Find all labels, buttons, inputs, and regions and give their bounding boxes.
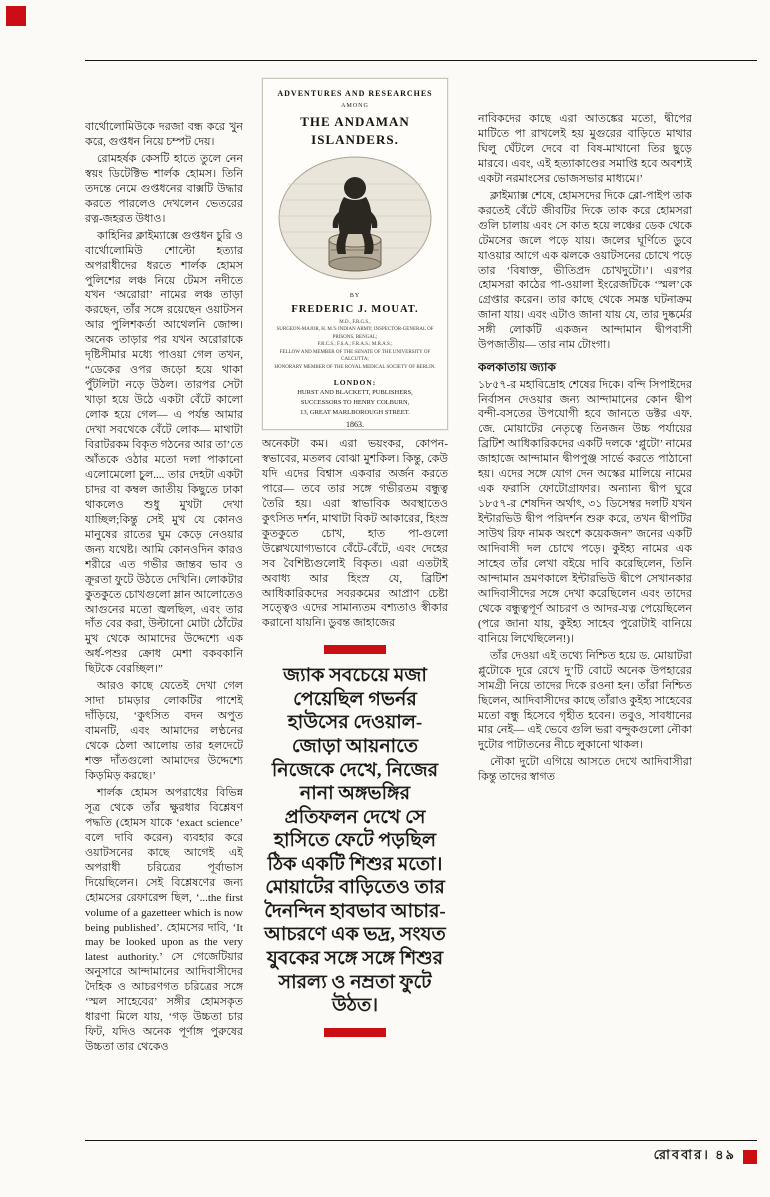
cover-imprint-line: HURST AND BLACKETT, PUBLISHERS, [297, 389, 413, 397]
right-text-column [478, 112, 692, 1134]
paragraph: ক্লাইম্যাক্স শেষে, হোমসদের দিকে ব্লো-পাইপ তাক করতেই বেঁটে জীবটির দিকে তাক করে হোমসরা গুলি চালায় এবং সে কাত হয়ে লঞ্চের ডেক থেকে টেমসের জলে পড়ে যায়। জলের ঘূর্ণিতে ডুবে যাওয়ার আগে এক ঝলকে ওয়াটসনের চোখে পড়ে তার ‘বিষাক্ত, ভীতিপ্রদ চোখদুটো।’। এরপর হোমসরা কাঠের পা-ওয়ালা ইংরেজটিকে ‘স্মল’কে গ্রেপ্তার করেন। তার কাছে থেকে সমস্ত ঘটনাক্রম জানা যায়। এবং এটাও জানা যায় যে, তার দুষ্কর্মের সঙ্গী লোকটি একজন আন্দামান দ্বীপবাসী উপজাতীয়— তার নাম টোংগা। [478, 189, 692, 352]
pull-quote-block [262, 645, 448, 1036]
quote-top-bar [324, 645, 386, 654]
page-footer [85, 1146, 757, 1167]
brand-red-square-top [6, 6, 26, 26]
paragraph: ১৮৫৭-র মহাবিদ্রোহ শেষের দিকে। বন্দি সিপাইদের নির্বাসন দেওয়ার জন্য আন্দামানের কোন দ্বীপ বন্দী-বসতের উপযোগী হবে জানতে ডক্টর এফ. জে. মোয়াটের নেতৃত্বে তিনজন উচ্চ পর্যায়ের ব্রিটিশ আধিকারিকদের একটি দলকে ‘প্লুটো’ নামের জাহাজে আন্দামান দ্বীপপুঞ্জ সার্ভে করতে পাঠানো হয়। এদের সঙ্গে যোগ দেন অস্কের মালিয়ে নামের এক ফরাসি ফোটোগ্রাফার। অন্যান্য দ্বীপ ঘুরে ১৮৫৭-র শেষদিন অর্থাৎ, ৩১ ডিসেম্বর দলটি যখন ইন্টারভিউ দ্বীপ পরিদর্শন শুরু করে, তখন দ্বীপটির সাউথ রিফ নামক অংশে কয়েকজন” জনের একটি আদিবাসী দল চোখে পড়ে। কুইহ্য নামের এক সাহেব তাঁর লেখা বইয়ে দাবি করেছিলেন, তিনি আন্দামান ভ্রমণকালে ইন্টারভিউ দ্বীপে সেখানকার আদিবাসীদের সঙ্গে দেখা করেছিলেন এবং তাদের থেকে বন্ধুত্বপূর্ণ আচরণ ও আদর-যত্ন পেয়েছিলেন (পরে জানা যায়, কুইহ্য সাহেব পুরোটাই বানিয়ে বানিয়ে লিখেছিলেন!)। [478, 378, 692, 645]
paragraph: কাহিনির ক্লাইম্যাক্সে গুপ্তধন চুরি ও বার্থোলোমিউ শোল্টো হত্যার অপরাধীদের ধরতে শার্লক হোমস পুলিশের লঞ্চ নিয়ে টেমস নদীতে যখন ‘অরোরা’ নামের লঞ্চ তাড়া করছেন, তাঁর সঙ্গে রয়েছেন ওয়াটসন আর পুলিশকর্তা আথেলনি জোন্স। অনেক তাড়ার পর যখন অরোরাকে দৃষ্টিসীমার মধ্যে পাওয়া গেল তখন, “ডেকের ওপর জড়ো হয়ে থাকা পুঁটলিটা নড়ে উঠল। তারপর সেটা খাড়া হয়ে উঠে একটা বেঁটে কালো লোক হয়ে গেল— এ পর্যন্ত আমার দেখা সবথেকে বেঁটে লোক— মাথাটা বিরাটরকম বিকৃত গঠনের আর তা’তে আঁতকে ওঠার মতো দলা পাকানো এলোমেলো চুল.... তার দেহটা একটা চাদর বা কম্বল জাতীয় কিছুতে ঢাকা থাকলেও শুধু মুখটা দেখা যাচ্ছিল;কিন্তু সেই মুখ যে কোনও মানুষের রাতের ঘুম কেড়ে নেওয়ার জন্য যথেষ্ট। আমি কোনওদিন কারও শরীরে এত গভীর জান্তব ভাব ও ক্রূরতা ফুটে উঠতে দেখিনি। লোকটার কুতকুতে চোখগুলো ম্লান আলোতেও আগুনের মতো জ্বলছিল, এবং তার দাঁত বের করা, উল্টানো মোটা ঠোঁটের মুখ থেকে আমাদের উদ্দেশ্যে এক অর্ধ-পশুর ক্রোধ মেশা বকবকানি ছিটকে বেরচ্ছিল।” [85, 229, 243, 676]
paragraph: অনেকটা কম। এরা ভয়ংকর, কোপন-স্বভাবের, মতলব বোঝা মুশকিল। কিন্তু, কেউ যদি এদের বিশ্বাস একবার অর্জন করতে পারে— তবে তার সঙ্গে গভীরতম বন্ধুত্ব তৈরি হয়। এরা স্বাভাবিক অবস্থাতেও কুৎসিত দর্শন, মাথাটা বিকট আকারের, হিংস্র কুতকুতে চোখ, হাত পা-গুলো উল্লেখযোগ্যভাবে বেঁটে-বেঁটে, এবং দেহের সব বৈশিষ্ট্যগুলোই বিকৃত। এরা এতটাই অবাধ্য আর হিংস্র যে, ব্রিটিশ আধিকারিকদের সবরকমের আপ্রাণ চেষ্টা সত্ত্বেও এদের সামান্যতম বশ্যতাও স্বীকার করানো যায়নি। ডুবন্ত জাহাজের [262, 438, 448, 630]
book-cover-image [262, 78, 448, 430]
paragraph: বার্থোলোমিউকে দরজা বন্ধ করে খুন করে, গুপ্তধন নিয়ে চম্পট দেয়। [85, 121, 243, 148]
brand-red-square-bottom [743, 1150, 757, 1164]
paragraph: শার্লক হোমস অপরাধের বিভিন্ন সূত্র থেকে তাঁর ক্ষুরধার বিশ্লেষণ পদ্ধতি (হোমস যাকে ‘exact science’ বলে দাবি করেন) ব্যবহার করে ওয়াটসনের কাছে আগেই এই অপরাধী চরিত্রের পূর্বাভাস দিয়েছিলেন। সেই বিশ্লেষণের জন্য হোমসের রেফারেন্স ছিল, ‘...the first volume of a gazetteer which is now being published’. হোমসের দাবি, ‘It may be looked upon as the very latest authority.’ সে গেজেটিয়ার অনুসারে আন্দামানের আদিবাসীদের দৈহিক ও আচরণগত চরিত্রের সঙ্গে ‘স্মল সাহেবের’ সঙ্গীর হোমসকৃত ধারণা মিলে যায়, ‘গড় উচ্চতা চার ফিট, যদিও অনেক পূর্ণাঙ্গ পুরুষের উচ্চতা তার থেকেও [85, 786, 243, 1054]
cover-author: FREDERIC J. MOUAT. [291, 303, 419, 315]
paragraph: নৌকা দুটো এগিয়ে আসতে দেখে আদিবাসীরা কিন্তু তাদের স্বাগত [478, 756, 692, 784]
left-text-column [85, 120, 243, 1102]
cover-by-label: BY [349, 293, 361, 300]
top-rule [85, 60, 757, 61]
andamanese-engraving-illustration [274, 154, 436, 288]
pull-quote-text: জ্যাক সবচেয়ে মজা পেয়েছিল গভর্নর হাউসের দেওয়াল-জোড়া আয়নাতে নিজেকে দেখে, নিজের নানা অঙ্গভঙ্গির প্রতিফলন দেখে সে হাসিতে ফেটে পড়ছিল ঠিক একটি শিশুর মতো। মোয়াটের বাড়িতেও তার দৈনন্দিন হাবভাব আচার-আচরণে এক ভদ্র, সংযত যুবকের সঙ্গে সঙ্গে শিশুর সারল্য ও নম্রতা ফুটে উঠত। [264, 665, 446, 1017]
paragraph: রোমহর্ষক কেসটি হাতে তুলে নেন স্বয়ং ডিটেক্টিভ শার্লক হোমস। তিনি তদন্তে নেমে গুপ্তধনের বাক্সটি উদ্ধার করতে পারলেও দেখলেন ভেতরের রত্ন-জহরত উধাও। [85, 152, 243, 225]
middle-text-block [262, 437, 448, 631]
section-subhead: কলকাতায় জ্যাক [478, 360, 556, 375]
cover-credential-line: M.D., F.R.G.S., [339, 319, 371, 325]
cover-credential-line: FELLOW AND MEMBER OF THE SENATE OF THE UNIVERSITY OF CALCUTTA; [279, 349, 431, 363]
cover-imprint-line: 13, GREAT MARLBOROUGH STREET. [300, 408, 410, 416]
cover-series-title: ADVENTURES AND RESEARCHES [277, 89, 433, 98]
paragraph: তাঁর দেওয়া এই তথ্যে নিশ্চিত হয়ে ড. মোয়াটরা প্লুটোকে দূরে রেখে দু’টি বোটে অনেক উপহারের সামগ্রী নিয়ে তাদের দিকে রওনা হন। তাঁরা নিশ্চিত ছিলেন, আদিবাসীদের কাছে তাঁরাও কুইহ্য সাহেবের মতো বন্ধু হিসেবে গৃহীত হবেন। তবুও, সাবধানের মার নেই— এই ভেবে গুলি ভরা বন্দুকগুলো নৌকা দুটোর পাটাতনের নীচে লুকানো থাকল। [478, 649, 692, 752]
cover-credential-line: F.R.C.S.; F.S.A.; F.R.A.S.; M.R.A.S.; [317, 342, 393, 348]
cover-title: THE ANDAMAN ISLANDERS. [300, 114, 410, 147]
middle-column [262, 78, 448, 1037]
cover-imprint-city: LONDON: [333, 378, 377, 388]
quote-bottom-bar [324, 1028, 386, 1037]
cover-among: AMONG [341, 102, 369, 109]
cover-imprint-line: SUCCESSORS TO HENRY COLBURN, [300, 399, 410, 407]
cover-year: 1863. [346, 419, 364, 429]
cover-credential-line: SURGEON-MAJOR, H. M.'S INDIAN ARMY; INSPECTOR-GENERAL OF PRISONS, BENGAL; [276, 327, 434, 340]
footer-magazine-and-page-number: রোববার। ৪৯ [653, 1147, 736, 1162]
cover-credential-line: HONORARY MEMBER OF THE ROYAL MEDICAL SOCIETY OF BERLIN. [274, 364, 436, 370]
bottom-rule [85, 1140, 757, 1141]
paragraph: আরও কাছে যেতেই দেখা গেল সাদা চামড়ার লোকটির পাশেই দাঁড়িয়ে, ‘কুৎসিত বদন অপুত বামনটি, এবং আমাদের লণ্ঠনের থেকে ঠেলা আলোয় তার হলদেটে শক্ত দাঁতগুলো আমাদের উদ্দেশ্যে কিড়মিড় করছে।’ [85, 680, 243, 782]
paragraph: নাবিকদের কাছে এরা আতঙ্কের মতো, দ্বীপের মাটিতে পা রাখলেই হয় মুগুরের বাড়িতে মাথার ঘিলু ঘেঁটলে দেবে বা বিষ-মাখানো তির ছুড়ে মারবে। এবং, এই হত্যাকাণ্ডের সমাপ্তি হবে অবশ্যই একটা নরমাংসের ভোজসভার মাধ্যমে।’ [478, 113, 692, 185]
